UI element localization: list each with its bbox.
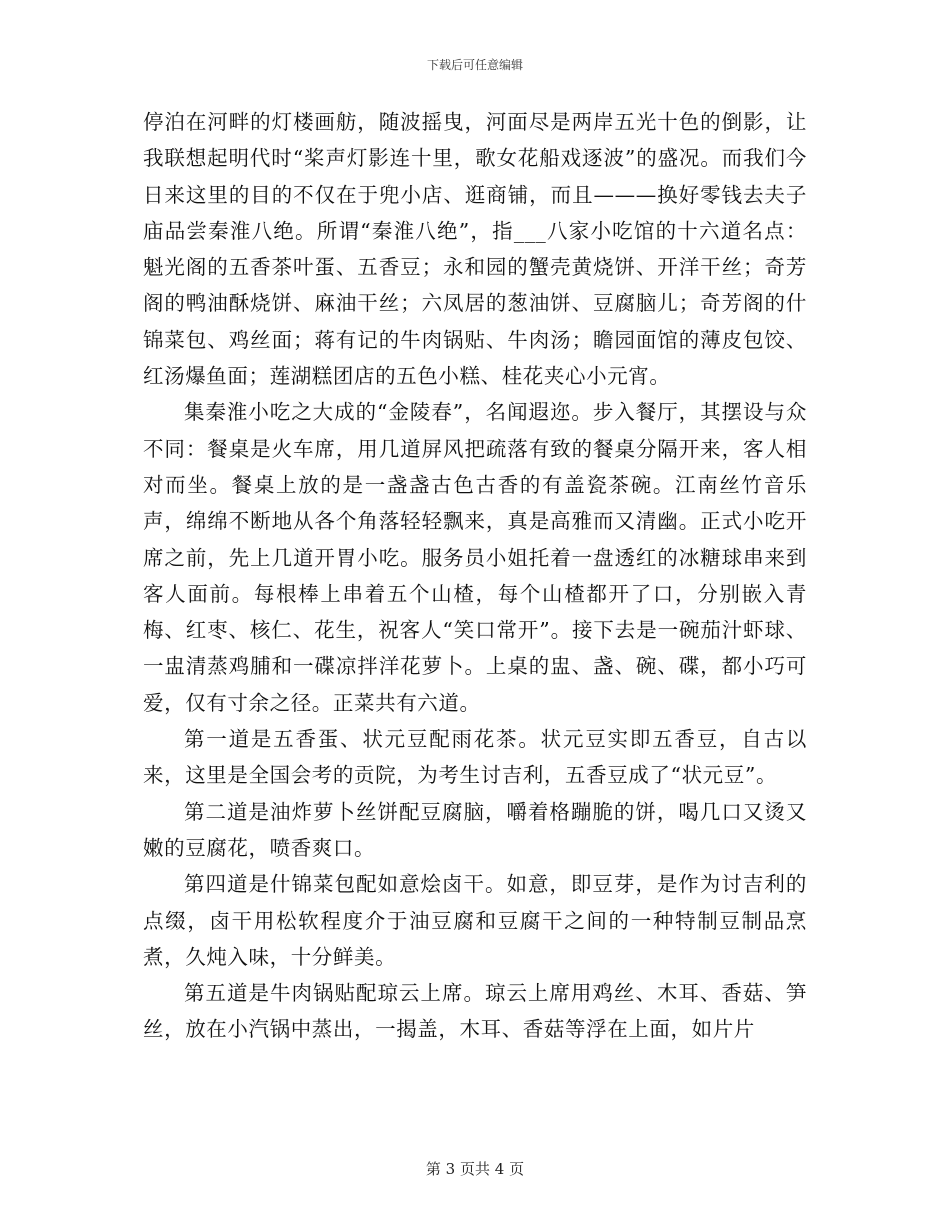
- paragraph-course-five: 第五道是牛肉锅贴配琼云上席。琼云上席用鸡丝、木耳、香菇、笋丝，放在小汽锅中蒸出，一揭盖，木耳、香菇等浮在上面，如片片: [143, 981, 807, 1042]
- paragraph-course-two: 第二道是油炸萝卜丝饼配豆腐脑，嚼着格蹦脆的饼，喝几口又烫又嫩的豆腐花，喷香爽口。: [143, 799, 807, 860]
- document-body: [143, 104, 807, 1048]
- page-number: 第 3 页共 4 页: [425, 1160, 525, 1178]
- paragraph-course-one: 第一道是五香蛋、状元豆配雨花茶。状元豆实即五香豆，自古以来，这里是全国会考的贡院，为考生讨吉利，五香豆成了“状元豆”。: [143, 727, 807, 788]
- page-footer: [0, 1158, 950, 1179]
- page-header: [0, 56, 950, 73]
- paragraph-continued: 停泊在河畔的灯楼画舫，随波摇曳，河面尽是两岸五光十色的倒影，让我联想起明代时“桨声灯影连十里，歌女花船戏逐波”的盛况。而我们今日来这里的目的不仅在于兜小店、逛商铺，而且———换好零钱去夫子庙品尝秦淮八绝。所谓“秦淮八绝”，指___八家小吃馆的十六道名点：魁光阁的五香茶叶蛋、五香豆；永和园的蟹壳黄烧饼、开洋干丝；奇芳阁的鸭油酥烧饼、麻油干丝；六凤居的葱油饼、豆腐脑儿；奇芳阁的什锦菜包、鸡丝面；蒋有记的牛肉锅贴、牛肉汤；瞻园面馆的薄皮包饺、红汤爆鱼面；莲湖糕团店的五色小糕、桂花夹心小元宵。: [143, 110, 807, 389]
- paragraph-course-four: 第四道是什锦菜包配如意烩卤干。如意，即豆芽，是作为讨吉利的点缀，卤干用松软程度介于油豆腐和豆腐干之间的一种特制豆制品烹煮，久炖入味，十分鲜美。: [143, 872, 807, 969]
- paragraph-jinlingchun: 集秦淮小吃之大成的“金陵春”，名闻遐迩。步入餐厅，其摆设与众不同：餐桌是火车席，用几道屏风把疏落有致的餐桌分隔开来，客人相对而坐。餐桌上放的是一盏盏古色古香的有盖瓷茶碗。江南丝竹音乐声，绵绵不断地从各个角落轻轻飘来，真是高雅而又清幽。正式小吃开席之前，先上几道开胃小吃。服务员小姐托着一盘透红的冰糖球串来到客人面前。每根棒上串着五个山楂，每个山楂都开了口，分别嵌入青梅、红枣、核仁、花生，祝客人“笑口常开”。接下去是一碗茄汁虾球、一盅清蒸鸡脯和一碟凉拌洋花萝卜。上桌的盅、盏、碗、碟，都小巧可爱，仅有寸余之径。正菜共有六道。: [143, 400, 807, 715]
- header-note: 下载后可任意编辑: [426, 58, 523, 72]
